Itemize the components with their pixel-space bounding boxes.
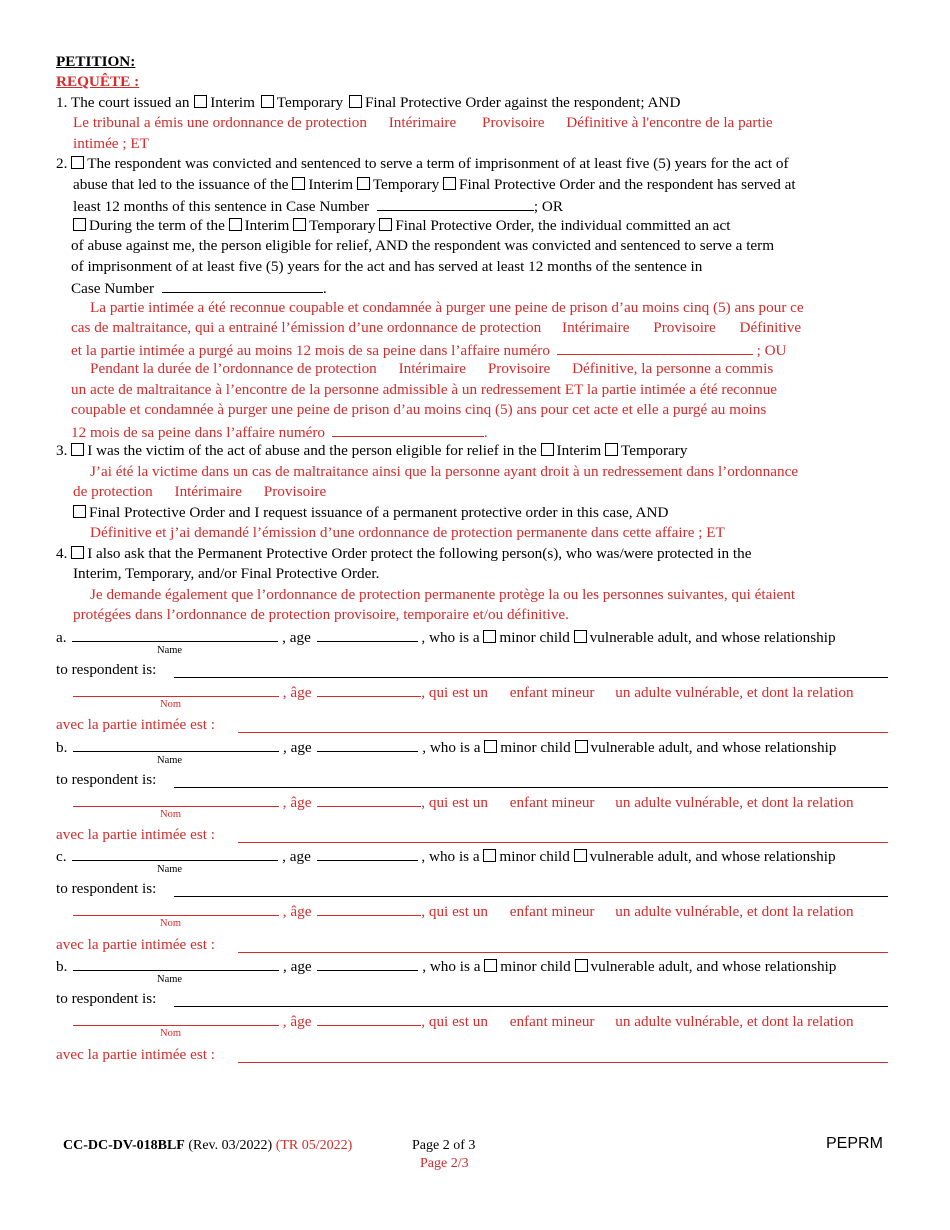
person-line1 bbox=[56, 956, 836, 976]
item1-temporary-checkbox[interactable] bbox=[261, 95, 274, 108]
item2-fr-line2-text: cas de maltraitance, qui a entrainé l’émission d’une ordonnance de protection bbox=[71, 319, 542, 336]
person-fr-age-field[interactable] bbox=[317, 901, 421, 916]
footer-form-code-peprm: PEPRM bbox=[826, 1135, 883, 1152]
item1-temporary-label: Temporary bbox=[276, 94, 344, 111]
item2-fr-line7 bbox=[71, 422, 488, 442]
person-fr-relationship-field[interactable] bbox=[238, 732, 888, 733]
item1-fr-definitive: Définitive à l'encontre de la partie bbox=[566, 114, 773, 131]
item2-line3 bbox=[73, 196, 563, 216]
person-fr-age-label: , âge bbox=[282, 903, 312, 920]
item2-line5: of abuse against me, the person eligible for relief, AND the respondent was convicted and sentenced to serve a term bbox=[71, 237, 775, 254]
person-minor-child-checkbox[interactable] bbox=[483, 630, 496, 643]
item3-interim-label: Interim bbox=[556, 442, 602, 459]
person-name-field[interactable] bbox=[73, 737, 279, 752]
item2-option2-interim-checkbox[interactable] bbox=[229, 218, 242, 231]
item1-fr-text: Le tribunal a émis une ordonnance de protection bbox=[73, 114, 367, 131]
person-fr-name-field[interactable] bbox=[73, 1011, 279, 1026]
person-fr-relationship-field[interactable] bbox=[238, 842, 888, 843]
person-fr-line1 bbox=[73, 792, 854, 812]
item2-option2-final-label: Final Protective Order, the individual committed an act bbox=[395, 217, 731, 234]
item2-fr-line1: La partie intimée a été reconnue coupable et condamnée à purger une peine de prison d’au moins cinq (5) ans pour ce bbox=[90, 299, 804, 316]
person-age-label: , age bbox=[282, 958, 312, 975]
person-letter: a. bbox=[56, 629, 67, 646]
item2-fr-case-number-field[interactable] bbox=[557, 340, 753, 355]
item2-final-checkbox[interactable] bbox=[443, 177, 456, 190]
person-minor-child-checkbox[interactable] bbox=[484, 740, 497, 753]
person-line1 bbox=[56, 627, 836, 647]
person-fr-relationship-label: avec la partie intimée est : bbox=[56, 716, 215, 733]
item4-fr-line1: Je demande également que l’ordonnance de protection permanente protège la ou les personnes suivantes, qui étaient bbox=[90, 586, 796, 603]
item2-fr-line3 bbox=[71, 340, 787, 360]
item2-final-label: Final Protective Order and the respondent has served at bbox=[459, 176, 796, 193]
person-relationship-label: to respondent is: bbox=[56, 661, 157, 678]
item2-fr-line6: coupable et condamnée à purger une peine de prison d’au moins cinq (5) ans pour cet acte et elle a purgé au moins bbox=[71, 401, 767, 418]
item1-fr-line1 bbox=[73, 114, 773, 132]
item2-fr-line2 bbox=[71, 319, 801, 337]
item3-line1-text: I was the victim of the act of abuse and the person eligible for relief in the bbox=[87, 442, 537, 459]
person-fr-relationship-label: avec la partie intimée est : bbox=[56, 826, 215, 843]
item3-line2-text: Final Protective Order and I request issuance of a permanent protective order in this case, AND bbox=[89, 504, 669, 521]
item2-line2 bbox=[73, 176, 796, 194]
item2-fr-provisoire: Provisoire bbox=[653, 319, 716, 336]
person-fr-enfant-mineur: enfant mineur bbox=[509, 794, 595, 811]
person-relationship-label: to respondent is: bbox=[56, 990, 157, 1007]
person-vulnerable-adult-checkbox[interactable] bbox=[574, 849, 587, 862]
person-who-is-a: , who is a bbox=[421, 848, 480, 865]
item1-fr-interim: Intérimaire bbox=[388, 114, 457, 131]
item2-fr-interim: Intérimaire bbox=[562, 319, 630, 336]
person-relationship-field[interactable] bbox=[174, 787, 888, 788]
item4-line2: Interim, Temporary, and/or Final Protective Order. bbox=[73, 565, 380, 582]
person-fr-age-field[interactable] bbox=[317, 792, 421, 807]
item2-line4-text: During the term of the bbox=[89, 217, 225, 234]
person-fr-adulte: un adulte vulnérable, et dont la relation bbox=[615, 1013, 854, 1030]
item3-fr-line2-text: de protection bbox=[73, 483, 153, 500]
item3-fr-line1: J’ai été la victime dans un cas de maltraitance ainsi que la personne ayant droit à un redressement dans l’ordonnance bbox=[90, 463, 799, 480]
item2-option2-temporary-checkbox[interactable] bbox=[293, 218, 306, 231]
person-fr-line1 bbox=[73, 1011, 854, 1031]
person-fr-enfant-mineur: enfant mineur bbox=[509, 684, 595, 701]
item2-case-number2-field[interactable] bbox=[162, 278, 323, 293]
person-fr-relationship-field[interactable] bbox=[238, 1062, 888, 1063]
person-who-is-a: , who is a bbox=[422, 958, 481, 975]
item3-fr-interim: Intérimaire bbox=[174, 483, 242, 500]
item1-line1 bbox=[56, 94, 680, 112]
item1-fr-provisoire: Provisoire bbox=[482, 114, 545, 131]
person-who-is-a: , who is a bbox=[421, 629, 480, 646]
item2-fr-definitive: Définitive bbox=[739, 319, 802, 336]
heading-petition: PETITION: bbox=[56, 53, 136, 70]
person-fr-name-caption: Nom bbox=[160, 809, 181, 820]
item2-fr-period: . bbox=[483, 424, 488, 441]
item2-case-number-field[interactable] bbox=[377, 196, 534, 211]
person-age-label: , age bbox=[282, 739, 312, 756]
person-fr-adulte: un adulte vulnérable, et dont la relation bbox=[615, 794, 854, 811]
item3-line2 bbox=[73, 504, 668, 522]
person-vulnerable-adult-checkbox[interactable] bbox=[575, 740, 588, 753]
item2-line6: of imprisonment of at least five (5) years for the act and has served at least 12 months of the sentence in bbox=[71, 258, 703, 275]
person-relationship-field[interactable] bbox=[174, 896, 888, 897]
person-fr-name-field[interactable] bbox=[73, 682, 279, 697]
person-line1 bbox=[56, 846, 836, 866]
item3-fr-provisoire: Provisoire bbox=[263, 483, 327, 500]
person-minor-child-label: minor child bbox=[500, 739, 571, 756]
footer-revision: (Rev. 03/2022) bbox=[188, 1138, 273, 1153]
person-fr-line1 bbox=[73, 682, 854, 702]
person-age-field[interactable] bbox=[317, 737, 418, 752]
item2-option2-temporary-label: Temporary bbox=[309, 217, 376, 234]
person-who-is-a: , who is a bbox=[422, 739, 481, 756]
person-name-field[interactable] bbox=[72, 846, 278, 861]
item2-option1-checkbox[interactable] bbox=[71, 156, 84, 169]
item2-interim-label: Interim bbox=[308, 176, 354, 193]
item2-interim-checkbox[interactable] bbox=[292, 177, 305, 190]
item1-fr-line2: intimée ; ET bbox=[73, 135, 149, 152]
person-fr-adulte: un adulte vulnérable, et dont la relation bbox=[615, 903, 854, 920]
person-fr-name-field[interactable] bbox=[73, 901, 279, 916]
person-fr-enfant-mineur: enfant mineur bbox=[509, 903, 595, 920]
person-fr-relationship-label: avec la partie intimée est : bbox=[56, 1046, 215, 1063]
item4-number: 4. bbox=[56, 545, 68, 562]
person-relationship-field[interactable] bbox=[174, 677, 888, 678]
item2-option2-checkbox[interactable] bbox=[73, 218, 86, 231]
item2-fr-line5: un acte de maltraitance à l’encontre de la personne admissible à un redressement ET la partie intimée a été reconnue bbox=[71, 381, 778, 398]
person-vulnerable-adult-label: vulnerable adult, and whose relationship bbox=[589, 629, 836, 646]
person-name-field[interactable] bbox=[72, 627, 278, 642]
person-fr-name-caption: Nom bbox=[160, 699, 181, 710]
item4-line1 bbox=[56, 545, 751, 563]
person-age-field[interactable] bbox=[317, 956, 418, 971]
person-age-label: , age bbox=[282, 629, 311, 646]
item3-line1 bbox=[56, 442, 687, 460]
person-vulnerable-adult-label: vulnerable adult, and whose relationship bbox=[590, 958, 837, 975]
item2-line1 bbox=[56, 155, 789, 173]
footer-form-code: CC-DC-DV-018BLF bbox=[63, 1138, 185, 1153]
item2-line4 bbox=[73, 217, 730, 235]
item2-fr-ou: ; OU bbox=[756, 342, 787, 359]
footer-form-id bbox=[63, 1137, 352, 1155]
person-line1 bbox=[56, 737, 836, 757]
person-fr-name-field[interactable] bbox=[73, 792, 279, 807]
item3-temporary-label: Temporary bbox=[621, 442, 688, 459]
item3-final-checkbox[interactable] bbox=[73, 505, 86, 518]
person-minor-child-label: minor child bbox=[499, 629, 570, 646]
item1-interim-label: Interim bbox=[210, 94, 255, 111]
person-letter: b. bbox=[56, 958, 68, 975]
person-fr-qui-est-un: , qui est un bbox=[421, 1013, 488, 1030]
person-vulnerable-adult-checkbox[interactable] bbox=[575, 959, 588, 972]
person-fr-name-caption: Nom bbox=[160, 1028, 181, 1039]
person-fr-name-caption: Nom bbox=[160, 918, 181, 929]
item2-temporary-checkbox[interactable] bbox=[357, 177, 370, 190]
item2-fr4-provisoire: Provisoire bbox=[487, 360, 551, 377]
person-age-field[interactable] bbox=[317, 846, 418, 861]
person-fr-adulte: un adulte vulnérable, et dont la relation bbox=[615, 684, 854, 701]
person-relationship-label: to respondent is: bbox=[56, 771, 157, 788]
person-age-field[interactable] bbox=[317, 627, 418, 642]
person-name-caption: Name bbox=[157, 974, 183, 985]
item4-line1-text: I also ask that the Permanent Protective Order protect the following person(s), who was/were protected in the bbox=[87, 545, 752, 562]
item2-fr-case-number2-field[interactable] bbox=[332, 422, 484, 437]
item1-final-checkbox[interactable] bbox=[349, 95, 362, 108]
item3-fr-line2 bbox=[73, 483, 326, 501]
person-fr-age-label: , âge bbox=[282, 794, 312, 811]
person-fr-age-label: , âge bbox=[282, 684, 312, 701]
person-vulnerable-adult-checkbox[interactable] bbox=[574, 630, 587, 643]
person-minor-child-checkbox[interactable] bbox=[484, 959, 497, 972]
person-name-field[interactable] bbox=[73, 956, 279, 971]
item3-checkbox[interactable] bbox=[71, 443, 84, 456]
person-minor-child-checkbox[interactable] bbox=[483, 849, 496, 862]
item3-number: 3. bbox=[56, 442, 68, 459]
item2-number: 2. bbox=[56, 155, 68, 172]
footer-page-fr: Page 2/3 bbox=[420, 1156, 469, 1171]
item4-checkbox[interactable] bbox=[71, 546, 84, 559]
item2-line1-text: The respondent was convicted and sentenced to serve a term of imprisonment of at least five (5) years for the act of bbox=[87, 155, 789, 172]
item3-temporary-checkbox[interactable] bbox=[605, 443, 618, 456]
item2-line7 bbox=[71, 278, 327, 298]
person-fr-relationship-label: avec la partie intimée est : bbox=[56, 936, 215, 953]
person-fr-age-field[interactable] bbox=[317, 682, 421, 697]
item2-fr-line4-text: Pendant la durée de l’ordonnance de protection bbox=[90, 360, 377, 377]
item2-period: . bbox=[322, 280, 327, 297]
person-fr-line1 bbox=[73, 901, 854, 921]
person-fr-qui-est-un: , qui est un bbox=[421, 794, 488, 811]
person-vulnerable-adult-label: vulnerable adult, and whose relationship bbox=[589, 848, 836, 865]
person-fr-qui-est-un: , qui est un bbox=[421, 684, 488, 701]
person-minor-child-label: minor child bbox=[499, 848, 570, 865]
item4-fr-line2: protégées dans l’ordonnance de protection provisoire, temporaire et/ou définitive. bbox=[73, 606, 569, 623]
item2-case-number2-label: Case Number bbox=[71, 280, 155, 297]
item3-interim-checkbox[interactable] bbox=[541, 443, 554, 456]
person-vulnerable-adult-label: vulnerable adult, and whose relationship bbox=[590, 739, 837, 756]
person-relationship-field[interactable] bbox=[174, 1006, 888, 1007]
item1-final-label: Final Protective Order against the respondent; AND bbox=[364, 94, 681, 111]
person-age-label: , age bbox=[282, 848, 311, 865]
item1-pre: The court issued an bbox=[70, 94, 190, 111]
item2-fr4-definitive: Définitive, la personne a commis bbox=[572, 360, 774, 377]
item2-case-number-label: least 12 months of this sentence in Case Number bbox=[73, 198, 370, 215]
item2-line2-text: abuse that led to the issuance of the bbox=[73, 176, 289, 193]
item2-fr-line3-text: et la partie intimée a purgé au moins 12 mois de sa peine dans l’affaire numéro bbox=[71, 342, 550, 359]
item2-fr4-interim: Intérimaire bbox=[398, 360, 467, 377]
item2-fr-line7-text: 12 mois de sa peine dans l’affaire numéro bbox=[71, 424, 326, 441]
person-name-caption: Name bbox=[157, 645, 183, 656]
item3-fr-line3: Définitive et j’ai demandé l’émission d’une ordonnance de protection permanente dans cette affaire ; ET bbox=[90, 524, 725, 541]
item2-temporary-label: Temporary bbox=[372, 176, 440, 193]
item2-option2-final-checkbox[interactable] bbox=[379, 218, 392, 231]
person-minor-child-label: minor child bbox=[500, 958, 571, 975]
person-fr-relationship-field[interactable] bbox=[238, 952, 888, 953]
person-name-caption: Name bbox=[157, 864, 183, 875]
item1-number: 1. bbox=[56, 94, 68, 111]
person-fr-age-label: , âge bbox=[282, 1013, 312, 1030]
footer-page-en: Page 2 of 3 bbox=[412, 1138, 476, 1153]
footer-translation-rev: (TR 05/2022) bbox=[275, 1138, 353, 1153]
person-fr-enfant-mineur: enfant mineur bbox=[509, 1013, 595, 1030]
person-name-caption: Name bbox=[157, 755, 183, 766]
item2-option2-interim-label: Interim bbox=[244, 217, 290, 234]
heading-requete: REQUÊTE : bbox=[56, 73, 140, 90]
person-relationship-label: to respondent is: bbox=[56, 880, 157, 897]
item2-fr-line4 bbox=[90, 360, 773, 378]
person-fr-qui-est-un: , qui est un bbox=[421, 903, 488, 920]
person-fr-age-field[interactable] bbox=[317, 1011, 421, 1026]
person-letter: b. bbox=[56, 739, 68, 756]
item2-or: ; OR bbox=[533, 198, 564, 215]
item1-interim-checkbox[interactable] bbox=[194, 95, 207, 108]
person-letter: c. bbox=[56, 848, 67, 865]
